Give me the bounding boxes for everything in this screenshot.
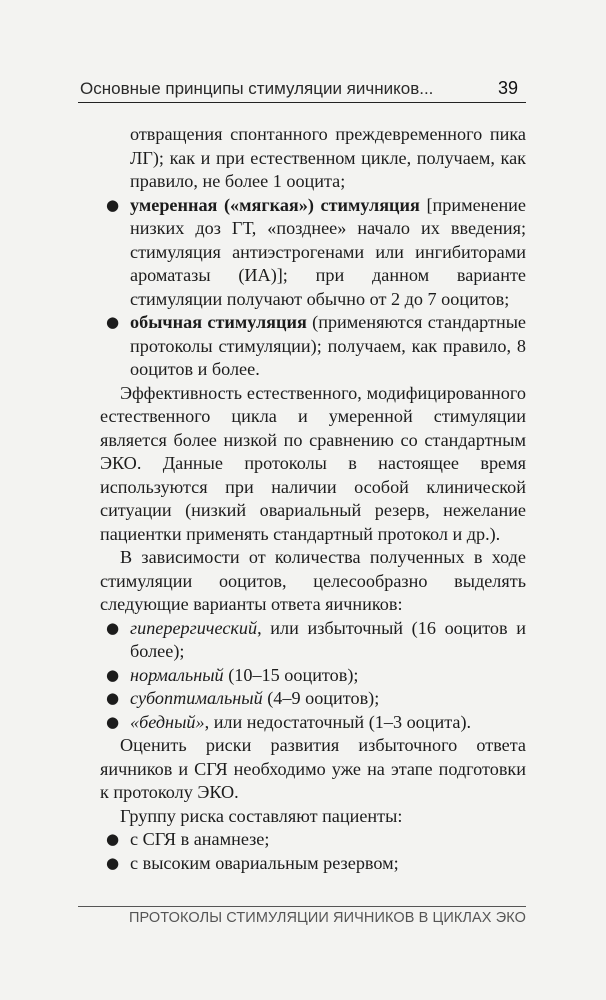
bullet-icon: ● — [106, 665, 120, 684]
list-item — [100, 828, 526, 852]
stimulation-types-list — [100, 194, 526, 382]
term-italic: гиперергический — [130, 617, 258, 638]
term-description: (применяются стандартные протоколы стимуляции); получаем, как правило, 8 ооцитов и более. — [130, 312, 526, 379]
list-item — [100, 617, 526, 664]
term-bold: обычная стимуляция — [130, 312, 307, 332]
page-number: 39 — [497, 78, 518, 98]
term-description: , или избыточный (16 ооцитов и более); — [130, 617, 526, 661]
term-description: , или недостаточный (1–3 ооцита). — [204, 711, 472, 732]
running-header-title: Основные принципы стимуляции яичников... — [80, 79, 434, 98]
list-item — [100, 664, 526, 688]
term-description: [применение низких доз ГТ, «позднее» начало их введения; стимуляция антиэстрогенами или ингибиторами ароматазы (ИА)]; при данном варианте стимуляции получают обычно от 2 до 7 ооцитов; — [130, 194, 526, 309]
risk-group-list — [100, 828, 526, 875]
list-item-text: с СГЯ в анамнезе; — [130, 829, 270, 849]
bullet-icon: ● — [106, 853, 120, 872]
term-description: (4–9 ооцитов); — [262, 688, 380, 708]
bullet-icon: ● — [106, 195, 120, 214]
list-item — [100, 852, 526, 876]
list-item-text: с высоким овариальным резервом; — [130, 852, 399, 873]
term-description: (10–15 ооцитов); — [223, 664, 359, 685]
bullet-icon: ● — [106, 313, 120, 331]
paragraph: Группу риска составляют пациенты: — [120, 805, 403, 826]
running-footer-title: ПРОТОКОЛЫ СТИМУЛЯЦИИ ЯИЧНИКОВ В ЦИКЛАХ ЭКО — [128, 910, 526, 926]
term-italic: нормальный — [130, 664, 224, 685]
list-item — [100, 311, 526, 382]
list-item — [100, 711, 526, 735]
running-footer — [78, 906, 526, 926]
bullet-icon: ● — [106, 830, 120, 848]
body-text — [100, 123, 526, 875]
term-italic: субоптимальный — [130, 688, 263, 708]
continued-list-item-text: отвращения спонтанного преждевременного пика ЛГ); как и при естественном цикле, получаем, как правило, не более 1 ооцита; — [130, 124, 526, 191]
bullet-icon: ● — [106, 689, 120, 707]
bullet-icon: ● — [106, 618, 120, 637]
list-item — [100, 194, 526, 312]
paragraph: Эффективность естественного, модифицированного естественного цикла и умеренной стимуляции является более низкой по сравнению со стандартным ЭКО. Данные протоколы в настоящее время используются при наличии особой клинической ситуации (низкий овариальный резерв, нежелание пациентки применять стандартный протокол и др.). — [100, 382, 526, 544]
term-bold: умеренная («мягкая») стимуляция — [130, 194, 420, 215]
bullet-icon: ● — [106, 712, 120, 731]
running-header — [78, 78, 526, 103]
paragraph: В зависимости от количества полученных в ходе стимуляции ооцитов, целесообразно выделять следующие варианты ответа яичников: — [100, 547, 526, 614]
term-italic: «бедный» — [130, 711, 205, 732]
list-item — [100, 687, 526, 711]
paragraph: Оценить риски развития избыточного ответа яичников и СГЯ необходимо уже на этапе подготовки к протоколу ЭКО. — [100, 735, 526, 802]
ovarian-response-list — [100, 617, 526, 735]
